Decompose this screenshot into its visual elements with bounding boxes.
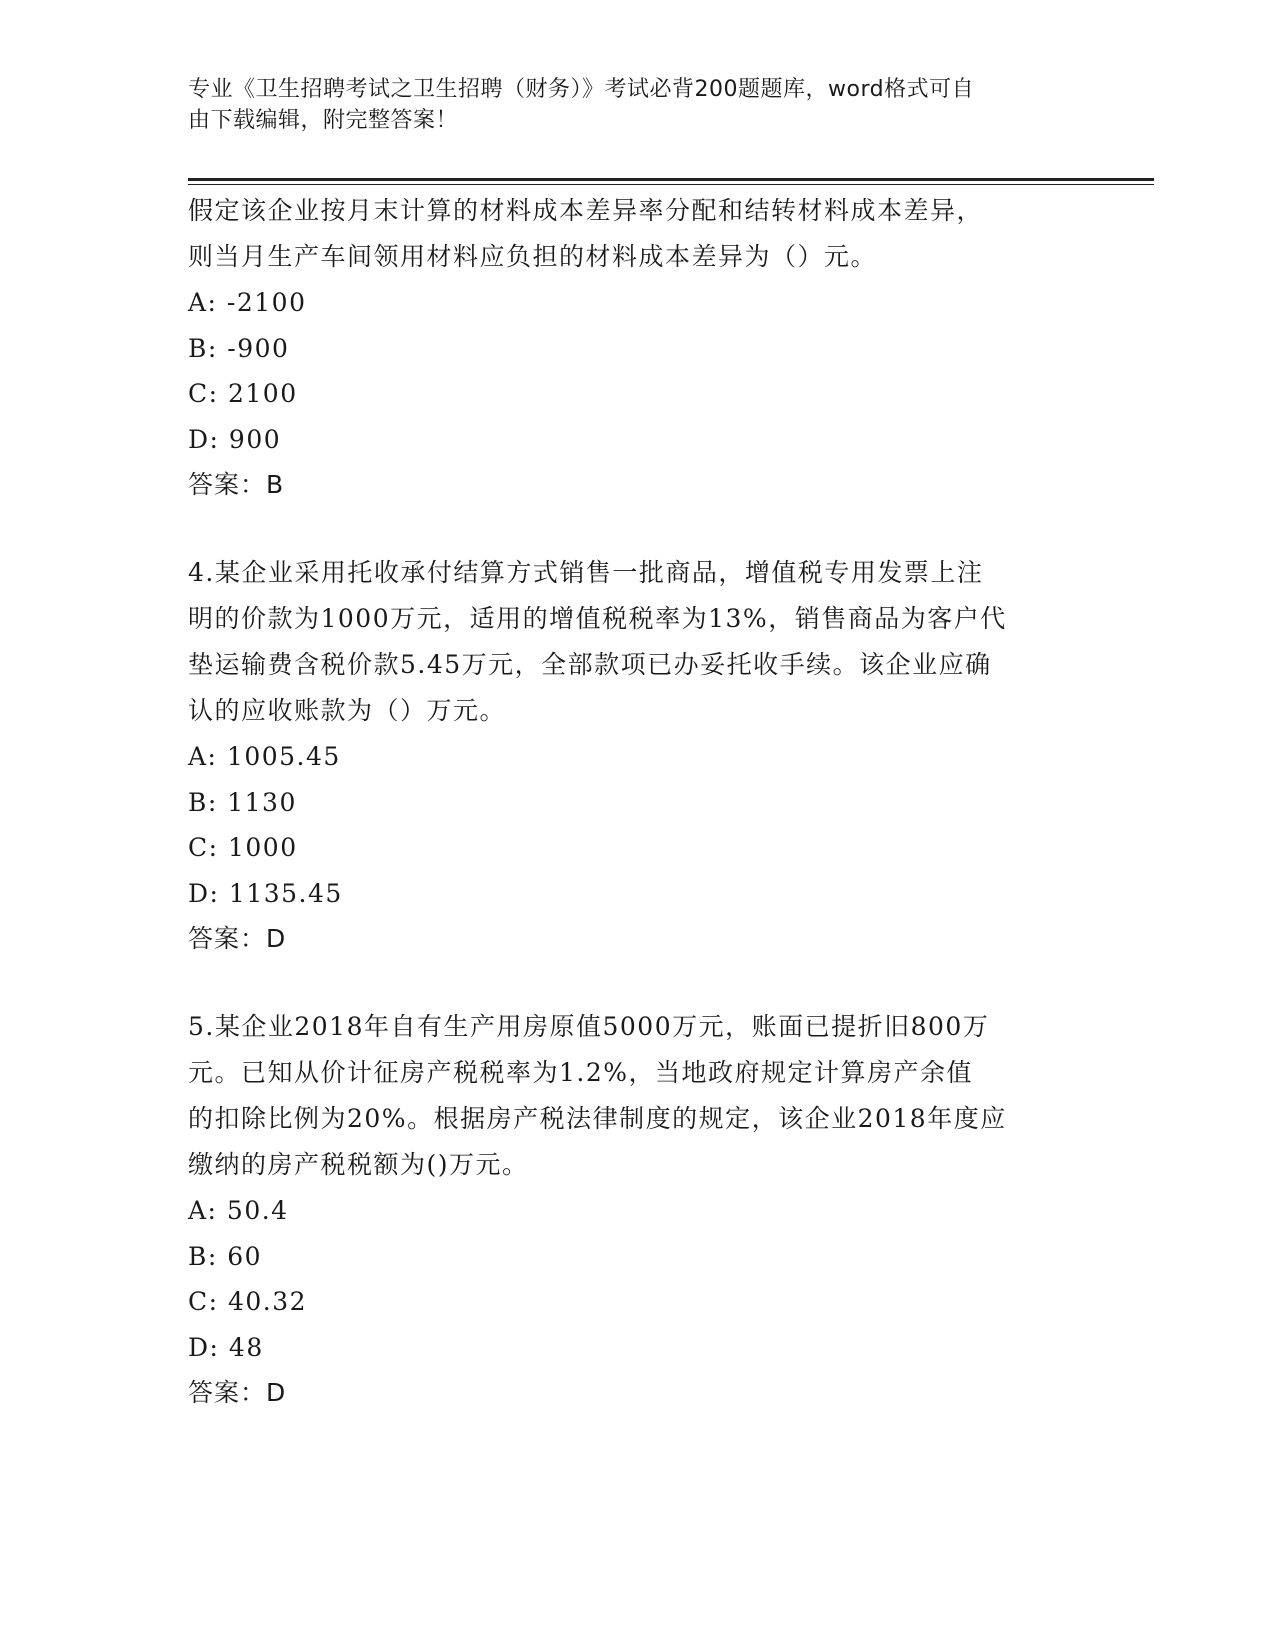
question-block <box>188 550 1088 962</box>
header-divider-thick <box>188 178 1154 181</box>
question-text-line: 元。已知从价计征房产税税率为1.2%，当地政府规定计算房产余值 <box>188 1058 974 1087</box>
option-d: D: 48 <box>188 1332 264 1362</box>
question-text-line: 的扣除比例为20%。根据房产税法律制度的规定，该企业2018年度应 <box>188 1104 1007 1133</box>
option-a: A: 1005.45 <box>188 742 341 771</box>
answer-line: 答案：D <box>188 1378 287 1407</box>
document-header <box>188 74 1078 136</box>
question-text-line: 4.某企业采用托收承付结算方式销售一批商品，增值税专用发票上注 <box>188 558 984 587</box>
answer-line: 答案：B <box>188 470 285 499</box>
question-text <box>188 550 1088 734</box>
option-d: D: 900 <box>188 424 282 454</box>
question-text-line: 5.某企业2018年自有生产用房原值5000万元，账面已提折旧800万 <box>188 1012 990 1041</box>
option-b: B: 60 <box>188 1241 263 1271</box>
header-title-line: 由下载编辑，附完整答案！ <box>188 108 459 133</box>
header-divider-thin <box>188 184 1154 185</box>
question-list <box>188 188 1088 1416</box>
answer-line: 答案：D <box>188 924 287 953</box>
option-b: B: 1130 <box>188 787 297 817</box>
question-block <box>188 188 1088 508</box>
option-a: A: 50.4 <box>188 1196 289 1225</box>
question-text-line: 明的价款为1000万元，适用的增值税税率为13%，销售商品为客户代 <box>188 604 1007 633</box>
question-spacer <box>188 962 1088 1004</box>
option-c: C: 2100 <box>188 379 298 408</box>
question-text-line: 假定该企业按月末计算的材料成本差异率分配和结转材料成本差异， <box>188 196 984 225</box>
question-text <box>188 1004 1088 1188</box>
question-spacer <box>188 508 1088 550</box>
question-text-line: 则当月生产车间领用材料应负担的材料成本差异为（）元。 <box>188 242 878 271</box>
question-block <box>188 1004 1088 1416</box>
question-text-line: 认的应收账款为（）万元。 <box>188 696 507 725</box>
header-title-line: 专业《卫生招聘考试之卫生招聘（财务）》考试必背200题题库，word格式可自 <box>188 77 975 102</box>
option-c: C: 40.32 <box>188 1287 308 1316</box>
question-text-line: 垫运输费含税价款5.45万元，全部款项已办妥托收手续。该企业应确 <box>188 650 992 679</box>
question-text <box>188 188 1088 280</box>
option-b: B: -900 <box>188 333 290 363</box>
option-d: D: 1135.45 <box>188 878 343 908</box>
option-a: A: -2100 <box>188 288 307 317</box>
option-c: C: 1000 <box>188 833 298 862</box>
question-text-line: 缴纳的房产税税额为()万元。 <box>188 1150 529 1179</box>
